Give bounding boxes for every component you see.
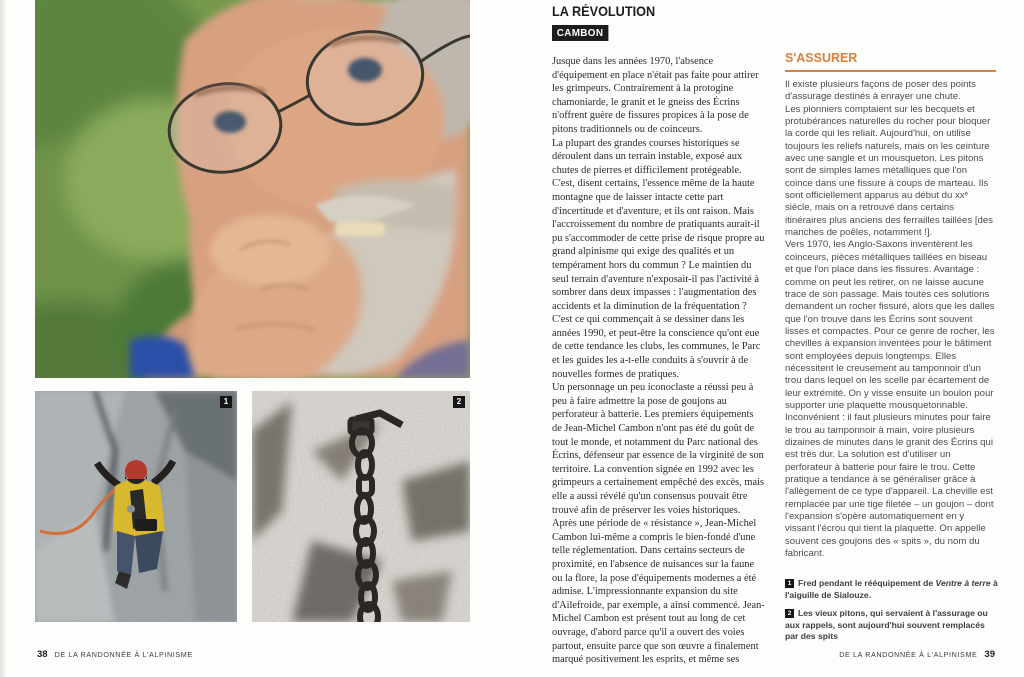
footnote-1-marker: 1: [785, 579, 794, 588]
article-body: [552, 55, 765, 664]
article-title: LA RÉVOLUTION: [552, 4, 656, 19]
sidebar-column: [785, 50, 996, 560]
footnote-1-text-end: à l'aiguille de Sialouze.: [785, 578, 998, 600]
article-paragraph: Un personnage un peu iconoclaste a réussi peu à peu à faire admettre la pose de goujons au perforateur à batterie. Les premiers équipements de Jean-Michel Cambon n'ont pas été du goût de tout le monde, et notamment du Parc national des Écrins, défenseur par essence de la virginité de son territoire. La convention signée en 1992 avec les grimpeurs a certainement empêché des excès, mais elle a aussi révélé qu'un consensus pouvait être trouvé afin de préserver les voies historiques. Après une période de « résistance », Jean-Michel Cambon lui-même a compris le bien-fondé d'une telle réglementation. Dans certains secteurs de proximité, en l'absence de nuisances sur la faune ou la flore, la pose d'équipements modernes a été admise. L'impressionnante expansion du site d'Ailefroide, par exemple, a ainsi commencé. Jean-Michel Cambon est présent tout au long de cet ouvrage, d'abord parce qu'il a ouvert des voies partout, ensuite parce que son œuvre a finalement marqué positivement les esprits, et même ses: [552, 382, 765, 664]
portrait-photo: [35, 0, 470, 378]
sidebar-body: [785, 79, 996, 560]
footnote-1-italic: Ventre à terre: [935, 578, 991, 588]
page-edge: [0, 0, 7, 677]
article-paragraph: Jusque dans les années 1970, l'absence d'équipement en place n'était pas faite pour attirer les grimpeurs. Contrairement à la protogine chamoniarde, le granit et le gneiss des Écrins n'offrent guère de fissures propices à la pose de pitons traditionnels ou de coinceurs.: [552, 56, 759, 135]
right-footer-text: DE LA RANDONNÉE À L'ALPINISME: [839, 650, 978, 659]
article-paragraph: La plupart des grandes courses historiques se déroulent dans un terrain instable, exposé aux chutes de pierres et difficilement protégeable. C'est, disent certains, l'essence même de la haute montagne que de laisser intacte cette part d'incertitude et d'aventure, et ils ont raison. Mais l'accroissement du nombre de pratiquants aurait-il pu s'accommoder de cette prise de risque propre au grand alpinisme qui exige des qualités et un tempérament hors du commun ? Le maintien du seul terrain d'aventure n'exposait-il pas l'activité à sombrer dans deux impasses : l'augmentation des accidents et la diminution de la fréquentation ? C'est ce qui commençait à se dessiner dans les années 1990, et peut-être la conscience qu'ont eue de cette tendance les clubs, les communes, le Parc et les guides les a-t-elle conduits à s'ouvrir à de nouvelles formes de pratiques.: [552, 137, 765, 380]
footnote-2: [785, 608, 999, 643]
footnote-1-text: Fred pendant le rééquipement de: [798, 578, 936, 588]
right-page-number: 39: [984, 649, 995, 660]
footnote-1: [785, 578, 999, 601]
chain-photo: [252, 391, 470, 622]
left-footer-text: DE LA RANDONNÉE À L'ALPINISME: [54, 650, 193, 659]
article-column: [552, 4, 765, 664]
left-page-footer: [37, 649, 193, 660]
sidebar-paragraph: Il existe plusieurs façons de poser des points d'assurage destinés à enrayer une chute.: [785, 79, 976, 103]
photo-tag-1: 1: [220, 396, 232, 408]
article-badge: CAMBON: [552, 25, 608, 41]
photo-tag-2: 2: [453, 396, 465, 408]
right-page-footer: [839, 649, 995, 660]
left-page-number: 38: [37, 649, 48, 660]
footnote-2-marker: 2: [785, 609, 794, 618]
sidebar-paragraph: Vers 1970, les Anglo-Saxons inventèrent les coinceurs, pièces métalliques taillées en biseau et que l'on place dans les fissures. Avantage : comme on peut les retirer, on ne laisse aucune trace de son passage. Mais toutes ces solutions demandent un rocher fissuré, alors que les dalles que l'on trouve dans les Écrins sont souvent lisses et compactes. Pour ce genre de rocher, les chevilles à expansion inventées pour le bâtiment sont employées depuis longtemps. Elles nécessitent le creusement au tamponnoir d'un trou dans lequel on les scelle par écartement de leur extrémité. On y visse ensuite un boulon pour supporter une plaquette mousquetonnable. Inconvénient : il faut plusieurs minutes pour faire le trou au tamponnoir à main, voire plusieurs dizaines de minutes dans le granit des Écrins qui est très dur. La solution est d'utiliser un perforateur à batterie pour faire le trou. Cette pratique a tendance à se généraliser grâce à l'allègement de ce type d'appareil. La cheville est remplacée par une tige filetée – un goujon – dont l'expansion s'opère automatiquement en y vissant l'écrou qui tient la plaquette. On appelle souvent ces goujons des « spits », du nom du fabricant.: [785, 239, 995, 560]
sidebar-heading: S'ASSURER: [785, 50, 858, 65]
sidebar-heading-rule: [785, 70, 996, 72]
climber-photo: [35, 391, 237, 622]
sidebar-paragraph: Les pionniers comptaient sur les becquets et protubérances naturelles du rocher pour bloquer la corde qui les reliait. Aujourd'hui, on utilise toujours les reliefs naturels, mais on les ceinture avec une sangle et un mousqueton. Les pitons sont de simples lames métalliques que l'on coince dans une fissure à coups de marteau. Ils sont officiellement apparus au début du xxᵉ siècle, mais on a retrouvé dans certains itinéraires plus anciens des ferrailles taillées [des manches de poêles, notamment !].: [785, 103, 993, 239]
footnote-2-text: Les vieux pitons, qui servaient à l'assurage ou aux rappels, sont aujourd'hui souvent remplacés par des spits: [785, 608, 988, 641]
